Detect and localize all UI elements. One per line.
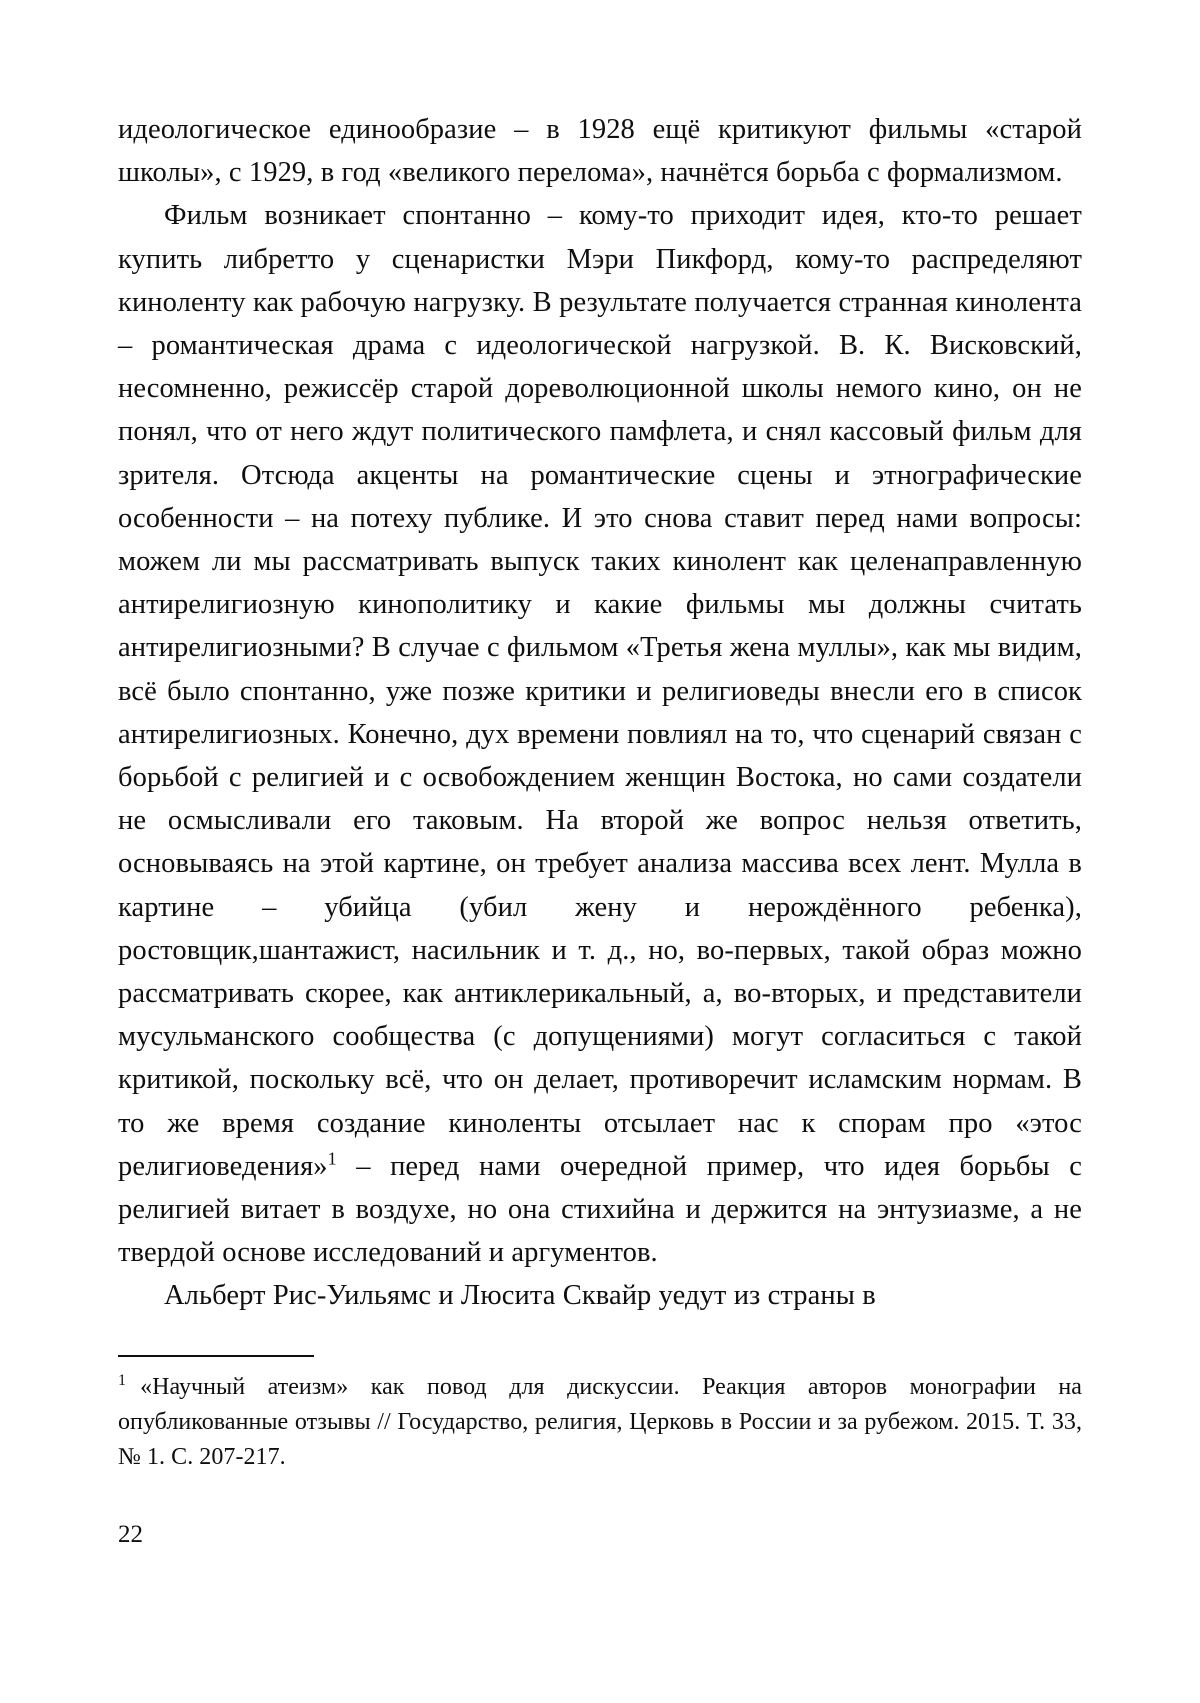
paragraph-3: Альберт Рис-Уильямс и Люсита Сквайр уедут из страны в [164,1280,876,1312]
paragraph-1: идеологическое единообразие – в 1928 ещё критикуют фильмы «старой школы», с 1929, в год «великого перелома», начнётся борьба с формализмом. [118,114,1082,189]
footnote-body-text: «Научный атеизм» как повод для дискуссии. Реакция авторов монографии на опубликованные отзывы // Государство, религия, Церковь в России и за рубежом. 2015. Т. 33, № 1. С. 207-217. [118,1374,1082,1470]
footnote-area [118,1355,1082,1475]
page-body [118,108,1082,1318]
footnote-separator-rule [118,1355,314,1357]
footnote-marker: 1 [118,1372,127,1389]
paragraph-2 [118,194,1082,1274]
paragraph-2-text-after-footnote: – перед нами очередной пример, что идея борьбы с религией витает в воздухе, но она стихийна и держится на энтузиазме, а не твердой основе исследований и аргументов. [118,1150,1082,1269]
footnote-reference-1: 1 [327,1148,337,1169]
footnote-entry [118,1370,1082,1475]
paragraph-2-text-before-footnote: Фильм возникает спонтанно – кому-то приходит идея, кто-то решает купить либретто у сценаристки Мэри Пикфорд, кому-то распределяют киноленту как рабочую нагрузку. В результате получается странная кинолента – романтическая драма с идеологической нагрузкой. В. К. Висковский, несомненно, режиссёр старой дореволюционной школы немого кино, он не понял, что от него ждут политического памфлета, и снял кассовый фильм для зрителя. Отсюда акценты на романтические сцены и этнографические особенности – на потеху публике. И это снова ставит перед нами вопросы: можем ли мы рассматривать выпуск таких кинолент как целенаправленную антирелигиозную кинополитику и какие фильмы мы должны считать антирелигиозными? В случае с фильмом «Третья жена муллы», как мы видим, всё было спонтанно, уже позже критики и религиоведы внесли его в список антирелигиозных. Конечно, дух времени повлиял на то, что сценарий связан с борьбой с религией и с освобождением женщин Востока, но сами создатели не осмысливали его таковым. На второй же вопрос нельзя ответить, основываясь на этой картине, он требует анализа массива всех лент. Мулла в картине – убийца (убил жену и нерождённого ребенка), ростовщик,шантажист, насильник и т. д., но, во-первых, такой образ можно рассматривать скорее, как антиклерикальный, а, во-вторых, и представители мусульманского сообщества (с допущениями) могут согласиться с такой критикой, поскольку всё, что он делает, противоречит исламским нормам. В то же время создание киноленты отсылает нас к спорам про «этос религиоведения» [118,200,1082,1182]
page-number: 22 [118,1521,143,1548]
